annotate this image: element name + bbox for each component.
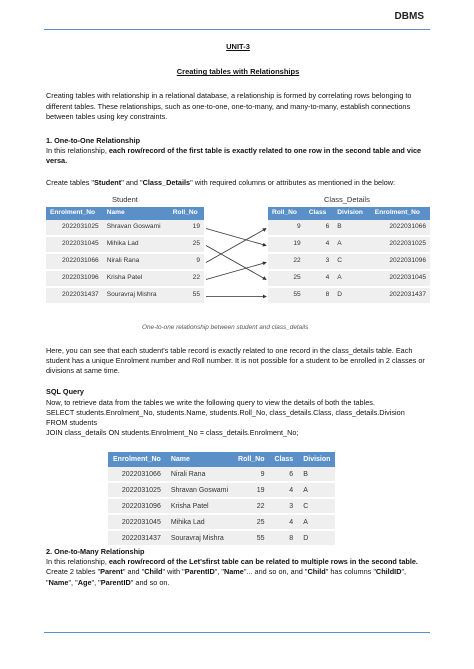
sql-line-3: FROM students: [46, 418, 98, 428]
section1-text-plain: In this relationship,: [46, 146, 109, 156]
section2-create-part: Parent: [100, 567, 123, 577]
student-cell: 19: [169, 220, 204, 236]
section1-text-bold: each row/record of the first table is exactly related to one row in the second table and vice versa.: [46, 146, 422, 166]
result-row: [108, 467, 335, 482]
result-cell: D: [298, 530, 335, 546]
class-cell: C: [333, 253, 371, 270]
section2-create-part: Child: [307, 567, 326, 577]
result-cell: 2022031066: [108, 467, 166, 482]
class-cell: 8: [305, 287, 334, 304]
result-cell: 4: [270, 514, 299, 530]
unit-title: UNIT-3: [226, 42, 250, 51]
result-row: [108, 482, 335, 498]
class-cell: 2022031066: [371, 220, 430, 236]
section2-text-bold: each row/record of the Let'sfirst table can be related to multiple rows in the second table.: [108, 557, 418, 567]
create-text-class: Class_Details: [142, 177, 191, 187]
section2-create-part: Name: [48, 577, 69, 587]
result-cell: 2022031096: [108, 498, 166, 514]
result-cell: 2022031025: [108, 482, 166, 498]
section2-create-part: " and so on.: [130, 577, 170, 587]
section2-create-part: ParentID: [184, 567, 215, 577]
relationship-line: [206, 228, 266, 262]
class-cell: A: [333, 270, 371, 287]
class-header-cell: Roll_No: [268, 207, 305, 220]
create-text-suffix: " with required columns or attributes as mentioned in the below:: [190, 177, 396, 187]
result-cell: Mihika Lad: [166, 514, 233, 530]
class-cell: 2022031045: [371, 270, 430, 287]
result-row: [108, 514, 335, 530]
result-cell: A: [298, 482, 335, 498]
result-header-cell: Division: [298, 452, 335, 467]
footer-rule: [44, 632, 430, 633]
result-cell: Souravraj Mishra: [166, 530, 233, 546]
section2-create-part: ", ": [68, 577, 78, 587]
result-header-cell: Name: [166, 452, 233, 467]
student-cell: 2022031437: [46, 287, 103, 304]
student-cell: 55: [169, 287, 204, 304]
section2-create-part: ", ": [91, 577, 101, 587]
section2-create-part: Name: [223, 567, 244, 577]
class-cell: 4: [305, 236, 334, 253]
result-cell: Krisha Patel: [166, 498, 233, 514]
intro-paragraph: Creating tables with relationship in a relational database, a relationship is formed by correlating rows belonging to different tables. These relationships, such as one-to-one, one-to-many, and many-to-many, establish connections between tables using key constraints.: [46, 91, 412, 121]
class-cell: A: [333, 236, 371, 253]
result-cell: 22: [233, 498, 269, 514]
student-cell: 9: [169, 253, 204, 270]
section1-text: [46, 146, 430, 166]
relationship-line: [206, 245, 266, 279]
student-cell: 2022031045: [46, 236, 103, 253]
relationship-lines: [46, 195, 430, 323]
student-cell: 25: [169, 236, 204, 253]
student-table-title: Student: [112, 194, 138, 204]
create-tables-text: [46, 178, 430, 188]
student-cell: Nirali Rana: [103, 253, 169, 270]
result-cell: A: [298, 514, 335, 530]
student-header-cell: Name: [103, 207, 169, 220]
section2-create-part: Child: [144, 567, 163, 577]
section2-create-text: [46, 567, 430, 587]
result-header-cell: Roll_No: [233, 452, 269, 467]
student-cell: Souravraj Mishra: [103, 287, 169, 304]
class-cell: 55: [268, 287, 305, 304]
relationship-line: [206, 228, 266, 245]
section2-create-part: " has columns ": [325, 567, 376, 577]
section2-create-part: "... and so on, and ": [243, 567, 308, 577]
class-cell: 25: [268, 270, 305, 287]
result-cell: 55: [233, 530, 269, 546]
student-cell: Mihika Lad: [103, 236, 169, 253]
result-cell: 9: [233, 467, 269, 482]
class-cell: 2022031437: [371, 287, 430, 304]
result-header-cell: Class: [270, 452, 299, 467]
header-title: DBMS: [394, 11, 424, 22]
student-cell: Shravan Goswami: [103, 220, 169, 236]
student-cell: 22: [169, 270, 204, 287]
create-text-mid: " and ": [121, 177, 143, 187]
student-cell: 2022031096: [46, 270, 103, 287]
class-cell: 3: [305, 253, 334, 270]
class-cell: B: [333, 220, 371, 236]
result-cell: 4: [270, 482, 299, 498]
student-header-cell: Enrolment_No: [46, 207, 103, 220]
section2-heading: 2. One-to-Many Relationship: [46, 547, 145, 556]
class-header-cell: Class: [305, 207, 334, 220]
sql-line-2: SELECT students.Enrolment_No, students.Name, students.Roll_No, class_details.Class, class_details.Division: [46, 407, 405, 417]
document-body: [46, 40, 430, 438]
section2-create-part: Age: [77, 577, 92, 587]
result-cell: 3: [270, 498, 299, 514]
relationship-line: [206, 262, 266, 279]
class-cell: 2022031025: [371, 236, 430, 253]
sql-line-4: JOIN class_details ON students.Enrolment_No = class_details.Enrolment_No;: [46, 428, 299, 438]
one-to-one-diagram: [46, 195, 430, 333]
section2-create-part: ParentID: [100, 577, 131, 587]
sql-heading: SQL Query: [46, 387, 84, 397]
student-cell: 2022031066: [46, 253, 103, 270]
result-cell: 19: [233, 482, 269, 498]
result-row: [108, 498, 335, 514]
query-result-table: [108, 452, 335, 547]
result-cell: Nirali Rana: [166, 467, 233, 482]
section2-text: [46, 557, 430, 567]
class-header-cell: Enrolment_No: [371, 207, 430, 220]
section2: [46, 547, 430, 588]
class-cell: 6: [305, 220, 334, 236]
explanation-paragraph: Here, you can see that each student's table record is exactly related to one record in the class_details table. Each student has a unique Enrolment number and Roll number. It is not possible for a student to be enrolled in 2 classes or divisions at same time.: [46, 345, 425, 376]
result-cell: 2022031437: [108, 530, 166, 546]
result-header-cell: Enrolment_No: [108, 452, 166, 467]
student-header-cell: Roll_No: [169, 207, 204, 220]
section1-heading: 1. One-to-One Relationship: [46, 136, 141, 146]
student-cell: 2022031025: [46, 220, 103, 236]
header-rule: [44, 29, 430, 30]
result-cell: C: [298, 498, 335, 514]
result-cell: Shravan Goswami: [166, 482, 233, 498]
class-table-title: Class_Details: [324, 194, 370, 204]
result-row: [108, 530, 335, 546]
section2-create-part: ", ": [214, 567, 224, 577]
section2-create-part: " with ": [162, 567, 185, 577]
result-cell: 6: [270, 467, 299, 482]
section2-create-part: ", ": [46, 567, 407, 587]
section2-create-part: Create 2 tables ": [46, 567, 101, 577]
result-cell: B: [298, 467, 335, 482]
diagram-caption: One-to-one relationship between student and class_details: [142, 323, 309, 331]
result-cell: 2022031045: [108, 514, 166, 530]
page-subtitle: Creating tables with Relationships: [176, 67, 300, 77]
create-text-student: Student: [94, 177, 122, 187]
class-cell: 22: [268, 253, 305, 270]
class-cell: 4: [305, 270, 334, 287]
class-cell: 9: [268, 220, 305, 236]
class-cell: 2022031096: [371, 253, 430, 270]
section2-create-part: " and ": [122, 567, 145, 577]
create-text-prefix: Create tables ": [46, 177, 95, 187]
result-cell: 8: [270, 530, 299, 546]
section2-text-plain: In this relationship,: [46, 557, 109, 567]
student-cell: Krisha Patel: [103, 270, 169, 287]
class-cell: D: [333, 287, 371, 304]
sql-line-1: Now, to retrieve data from the tables we write the following query to view the details of both the tables.: [46, 397, 375, 407]
class-header-cell: Division: [333, 207, 371, 220]
class-cell: 19: [268, 236, 305, 253]
section2-create-part: ChildID: [375, 567, 402, 577]
result-cell: 25: [233, 514, 269, 530]
